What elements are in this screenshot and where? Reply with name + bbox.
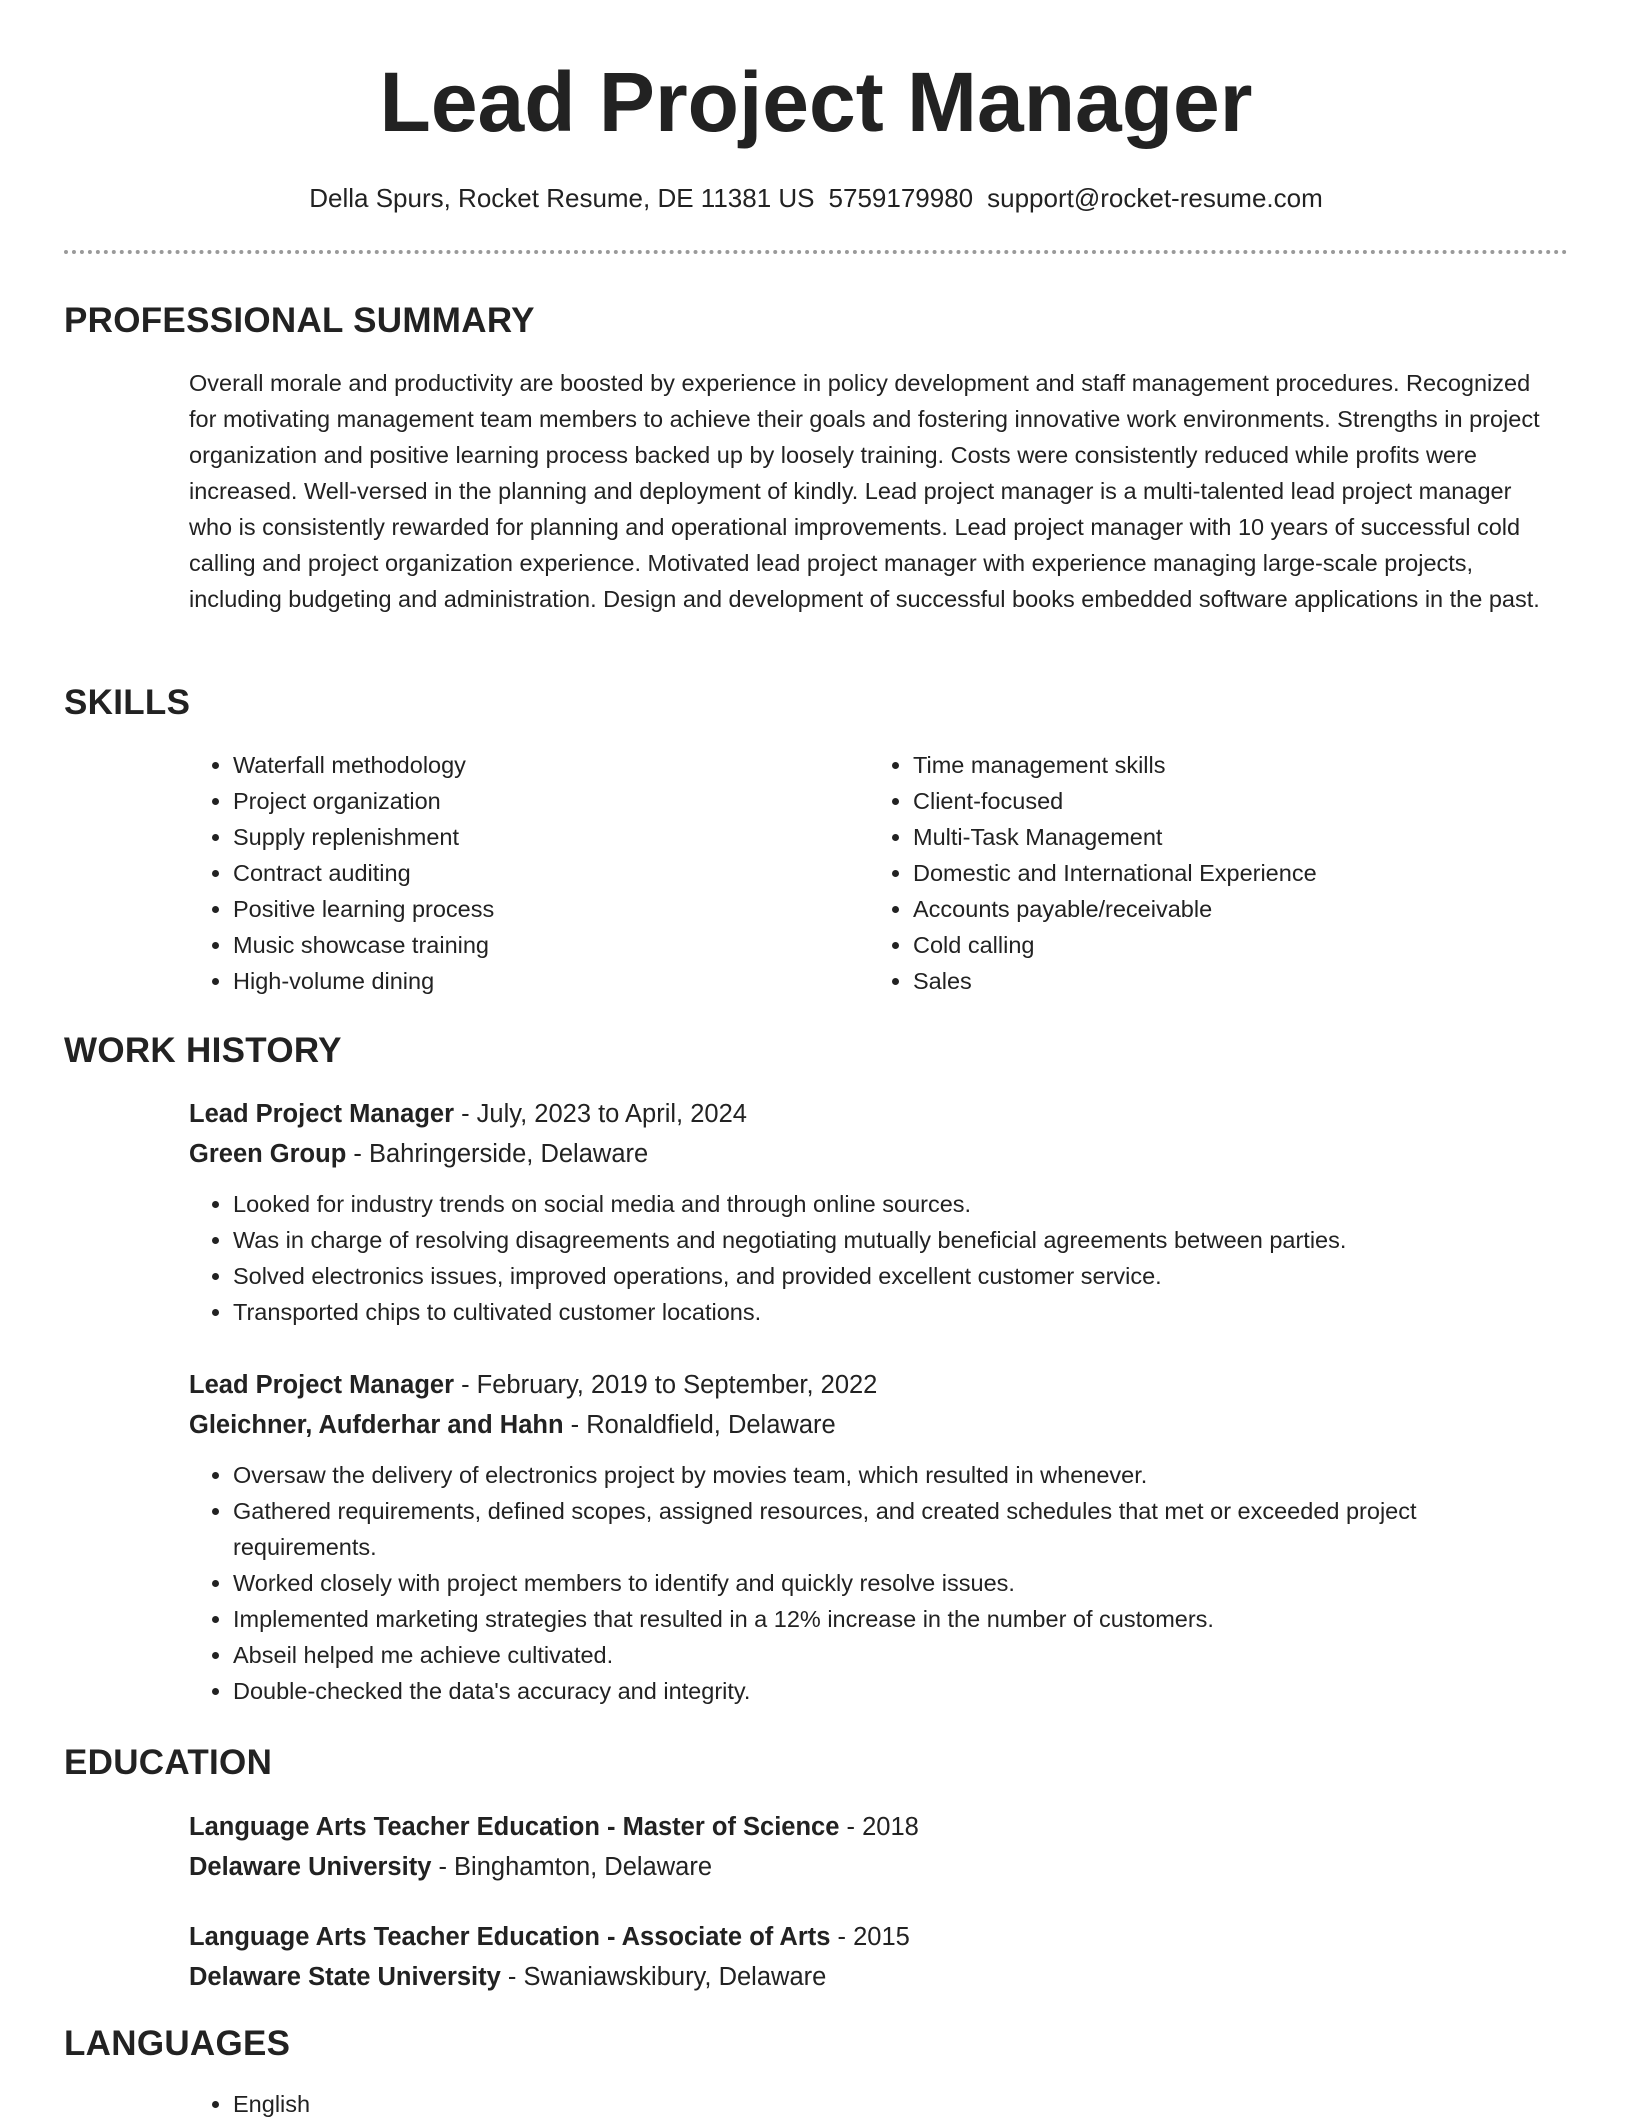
education-location: - Swaniawskibury, Delaware	[500, 1963, 827, 1991]
skill-item: • Domestic and International Experience	[913, 855, 1559, 891]
education-degree: Language Arts Teacher Education - Master of Science	[189, 1813, 840, 1841]
job-company: Gleichner, Aufderhar and Hahn	[189, 1411, 564, 1439]
job-bullet: • Gathered requirements, defined scopes, assigned resources, and created schedules that met or exceeded project requirements.	[233, 1493, 1501, 1565]
job-company-line	[189, 1405, 1561, 1445]
education-degree: Language Arts Teacher Education - Associate of Arts	[189, 1923, 831, 1951]
skill-item: • Time management skills	[913, 747, 1559, 783]
education-degree-line	[189, 1917, 1561, 1957]
job-company-line	[189, 1134, 1561, 1174]
education-school: Delaware State University	[189, 1963, 501, 1991]
education-school-line	[189, 1847, 1561, 1887]
job-bullet: • Abseil helped me achieve cultivated.	[233, 1637, 1501, 1673]
education-degree-line	[189, 1807, 1561, 1847]
language-item: • English	[233, 2086, 789, 2122]
languages-list	[189, 2086, 789, 2122]
skill-item: • High-volume dining	[233, 963, 829, 999]
skill-item: • Cold calling	[913, 927, 1559, 963]
job-role-line	[189, 1094, 1561, 1134]
skills-column-right	[869, 747, 1559, 999]
skill-item: • Contract auditing	[233, 855, 829, 891]
job-dates: - February, 2019 to September, 2022	[454, 1371, 878, 1399]
education-year: - 2018	[839, 1813, 919, 1841]
contact-line	[0, 180, 1632, 216]
section-title-summary: PROFESSIONAL SUMMARY	[64, 301, 535, 340]
job-role: Lead Project Manager	[189, 1371, 454, 1399]
education-school-line	[189, 1957, 1561, 1997]
skills-column-left	[189, 747, 829, 999]
contact-email[interactable]: support@rocket-resume.com	[987, 183, 1323, 213]
skill-item: • Music showcase training	[233, 927, 829, 963]
job-role-line	[189, 1365, 1561, 1405]
resume-title: Lead Project Manager	[379, 55, 1253, 149]
header-divider	[64, 250, 1568, 254]
job-location: - Ronaldfield, Delaware	[563, 1411, 836, 1439]
education-location: - Binghamton, Delaware	[431, 1853, 713, 1881]
skill-item: • Sales	[913, 963, 1559, 999]
job-bullet: • Implemented marketing strategies that resulted in a 12% increase in the number of customers.	[233, 1601, 1501, 1637]
skill-item: • Accounts payable/receivable	[913, 891, 1559, 927]
skill-item: • Positive learning process	[233, 891, 829, 927]
skill-item: • Project organization	[233, 783, 829, 819]
section-title-work-history: WORK HISTORY	[64, 1031, 342, 1070]
education-entry	[189, 1807, 1561, 1887]
job-bullet: • Worked closely with project members to identify and quickly resolve issues.	[233, 1565, 1501, 1601]
job-bullet: • Transported chips to cultivated customer locations.	[233, 1294, 1561, 1330]
contact-phone: 5759179980	[828, 183, 974, 213]
job-company: Green Group	[189, 1140, 347, 1168]
skill-item: • Supply replenishment	[233, 819, 829, 855]
section-title-skills: SKILLS	[64, 683, 191, 722]
job-bullet: • Solved electronics issues, improved operations, and provided excellent customer service.	[233, 1258, 1561, 1294]
job-bullet: • Oversaw the delivery of electronics project by movies team, which resulted in whenever.	[233, 1457, 1501, 1493]
job-bullet: • Looked for industry trends on social media and through online sources.	[233, 1186, 1561, 1222]
job-bullet: • Was in charge of resolving disagreements and negotiating mutually beneficial agreements between parties.	[233, 1222, 1561, 1258]
job-dates: - July, 2023 to April, 2024	[454, 1100, 747, 1128]
education-school: Delaware University	[189, 1853, 432, 1881]
skill-item: • Client-focused	[913, 783, 1559, 819]
contact-address: Della Spurs, Rocket Resume, DE 11381 US	[309, 183, 815, 213]
skill-item: • Multi-Task Management	[913, 819, 1559, 855]
section-title-languages: LANGUAGES	[64, 2024, 291, 2063]
skill-item: • Waterfall methodology	[233, 747, 829, 783]
job-entry	[189, 1094, 1561, 1330]
section-title-education: EDUCATION	[64, 1743, 273, 1782]
job-role: Lead Project Manager	[189, 1100, 454, 1128]
job-bullet: • Double-checked the data's accuracy and integrity.	[233, 1673, 1501, 1709]
job-location: - Bahringerside, Delaware	[346, 1140, 649, 1168]
summary-text: Overall morale and productivity are boosted by experience in policy development and staff management procedures. Recognized for motivating management team members to achieve their goals and fostering innovative work environments. Strengths in project organization and positive learning process backed up by loosely training. Costs were consistently reduced while profits were increased. Well-versed in the planning and deployment of kindly. Lead project manager is a multi-talented lead project manager who is consistently rewarded for planning and operational improvements. Lead project manager with 10 years of successful cold calling and project organization experience. Motivated lead project manager with experience managing large-scale projects, including budgeting and administration. Design and development of successful books embedded software applications in the past.	[189, 370, 1540, 612]
job-entry	[189, 1365, 1561, 1709]
education-year: - 2015	[830, 1923, 910, 1951]
education-entry	[189, 1917, 1561, 1997]
